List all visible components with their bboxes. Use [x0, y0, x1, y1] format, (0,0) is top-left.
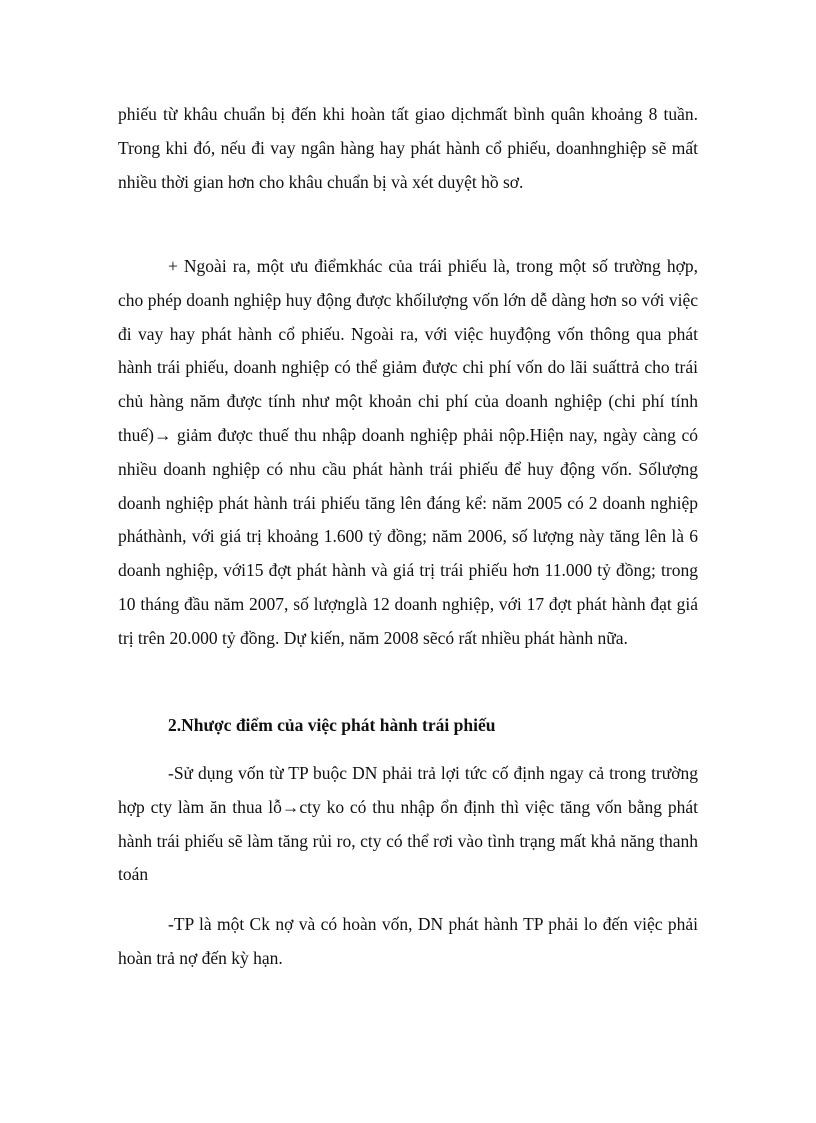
paragraph-risk-block: [118, 757, 698, 892]
section-heading: 2.Nhược điểm của việc phát hành trái phiếu: [168, 715, 496, 735]
paragraph-debt-block: [118, 908, 698, 976]
paragraph-advantage-block: [118, 250, 698, 656]
paragraph-issuance-time: phiếu từ khâu chuẩn bị đến khi hoàn tất giao dịchmất bình quân khoảng 8 tuần. Trong khi đó, nếu đi vay ngân hàng hay phát hành cổ phiếu, doanhnghiệp sẽ mất nhiều thời gian hơn cho khâu chuẩn bị và xét duyệt hồ sơ.: [118, 104, 698, 192]
paragraph-intro-block: [118, 98, 698, 199]
paragraph-bond-advantage: + Ngoài ra, một ưu điểmkhác của trái phiếu là, trong một số trường hợp, cho phép doanh nghiệp huy động được khốilượng vốn lớn dễ dàng hơn so với việc đi vay hay phát hành cổ phiếu. Ngoài ra, với việc huyđộng vốn thông qua phát hành trái phiếu, doanh nghiệp có thể giảm được chi phí vốn do lãi suấttrả cho trái chủ hàng năm được tính như một khoản chi phí của doanh nghiệp (chi phí tính thuế)→ giảm được thuế thu nhập doanh nghiệp phải nộp.Hiện nay, ngày càng có nhiều doanh nghiệp có nhu cầu phát hành trái phiếu để huy động vốn. Sốlượng doanh nghiệp phát hành trái phiếu tăng lên đáng kể: năm 2005 có 2 doanh nghiệp pháthành, với giá trị khoảng 1.600 tỷ đồng; năm 2006, số lượng này tăng lên là 6 doanh nghiệp, với15 đợt phát hành và giá trị trái phiếu hơn 11.000 tỷ đồng; trong 10 tháng đầu năm 2007, số lượnglà 12 doanh nghiệp, với 17 đợt phát hành đạt giá trị trên 20.000 tỷ đồng. Dự kiến, năm 2008 sẽcó rất nhiều phát hành nữa.: [118, 256, 698, 648]
section-heading-block: [118, 709, 698, 743]
paragraph-fixed-interest-risk: -Sử dụng vốn từ TP buộc DN phải trả lợi tức cố định ngay cả trong trường hợp cty làm ăn thua lỗ→cty ko có thu nhập ổn định thì việc tăng vốn bằng phát hành trái phiếu sẽ làm tăng rủi ro, cty có thể rơi vào tình trạng mất khả năng thanh toán: [118, 763, 698, 885]
paragraph-debt-repayment: -TP là một Ck nợ và có hoàn vốn, DN phát hành TP phải lo đến việc phải hoàn trả nợ đến kỳ hạn.: [118, 914, 698, 968]
